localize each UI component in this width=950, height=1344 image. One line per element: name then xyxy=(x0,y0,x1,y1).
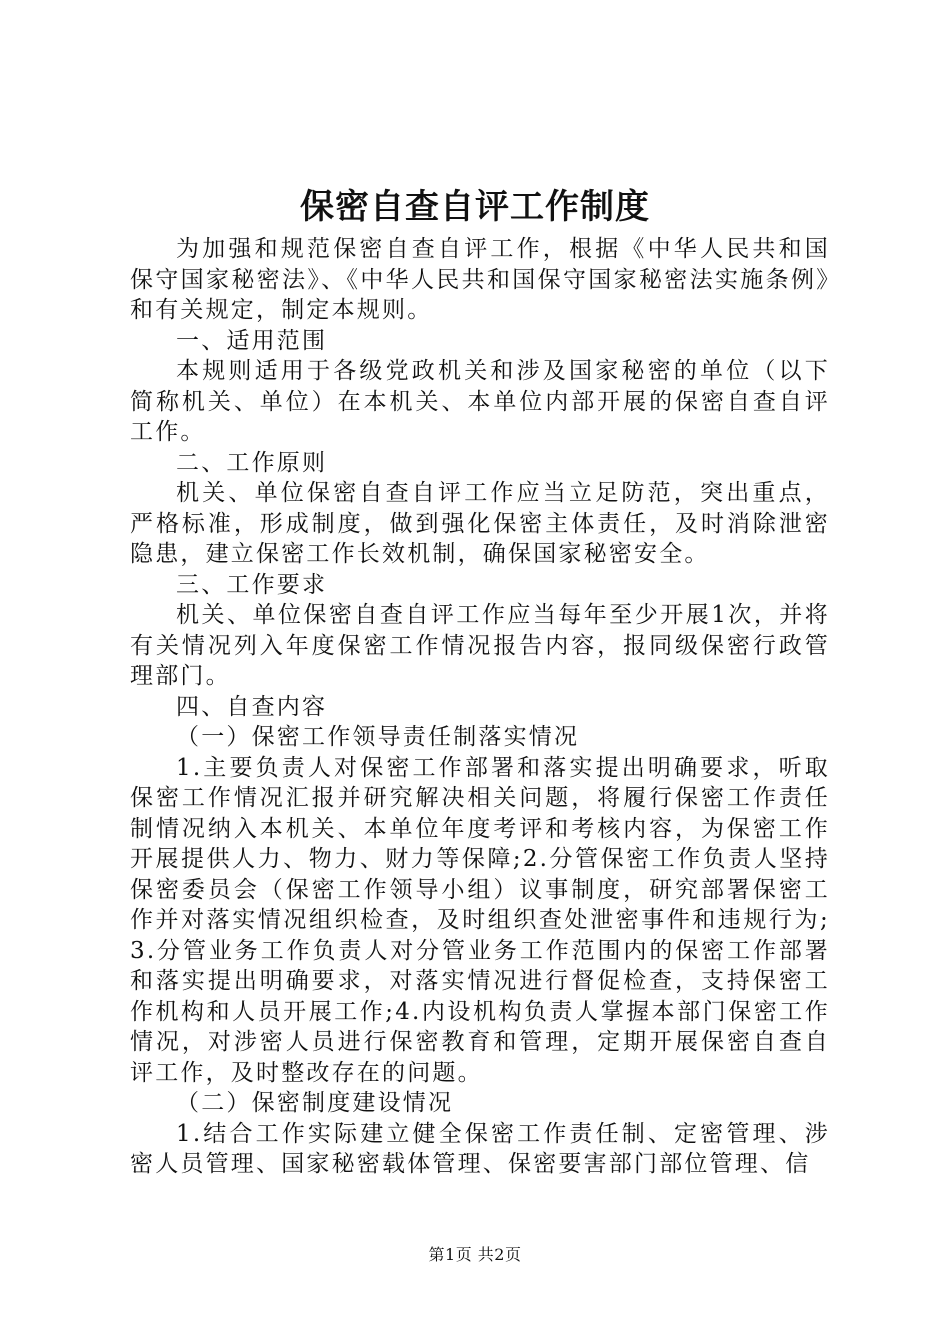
section-heading-principles: 二、工作原则 xyxy=(176,449,328,476)
document-title: 保密自查自评工作制度 xyxy=(300,187,650,227)
document-body xyxy=(130,234,830,1180)
subsection-text-rules: 1.结合工作实际建立健全保密工作责任制、定密管理、涉密人员管理、国家秘密载体管理、保密要害部门部位管理、信 xyxy=(130,1120,830,1177)
page-footer: 第1页 共2页 xyxy=(428,1245,522,1264)
subsection-heading-rules: （二）保密制度建设情况 xyxy=(176,1090,454,1116)
subsection-heading-leadership: （一）保密工作领导责任制落实情况 xyxy=(176,724,580,750)
section-heading-content: 四、自查内容 xyxy=(176,693,328,720)
section-text-requirements: 机关、单位保密自查自评工作应当每年至少开展1次，并将有关情况列入年度保密工作情况报告内容，报同级保密行政管理部门。 xyxy=(130,602,830,689)
subsection-text-leadership: 1.主要负责人对保密工作部署和落实提出明确要求，听取保密工作情况汇报并研究解决相关问题，将履行保密工作责任制情况纳入本机关、本单位年度考评和考核内容，为保密工作开展提供人力、物力、财力等保障;2.分管保密工作负责人坚持保密委员会（保密工作领导小组）议事制度，研究部署保密工作并对落实情况组织检查，及时组织查处泄密事件和违规行为;3.分管业务工作负责人对分管业务工作范围内的保密工作部署和落实提出明确要求，对落实情况进行督促检查，支持保密工作机构和人员开展工作;4.内设机构负责人掌握本部门保密工作情况，对涉密人员进行保密教育和管理，定期开展保密自查自评工作，及时整改存在的问题。 xyxy=(130,754,830,1086)
section-text-principles: 机关、单位保密自查自评工作应当立足防范，突出重点，严格标准，形成制度，做到强化保密主体责任，及时消除泄密隐患，建立保密工作长效机制，确保国家秘密安全。 xyxy=(130,480,830,567)
section-heading-scope: 一、适用范围 xyxy=(176,327,328,354)
section-text-scope: 本规则适用于各级党政机关和涉及国家秘密的单位（以下简称机关、单位）在本机关、本单位内部开展的保密自查自评工作。 xyxy=(130,358,830,445)
section-heading-requirements: 三、工作要求 xyxy=(176,571,328,598)
intro-paragraph: 为加强和规范保密自查自评工作，根据《中华人民共和国保守国家秘密法》、《中华人民共和国保守国家秘密法实施条例》和有关规定，制定本规则。 xyxy=(130,236,830,323)
